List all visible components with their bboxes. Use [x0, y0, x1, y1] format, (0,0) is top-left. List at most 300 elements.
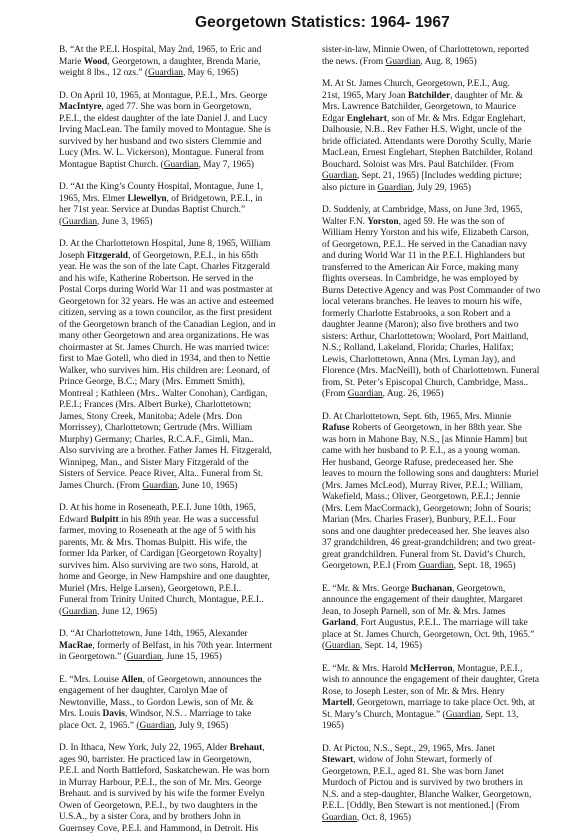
surname: Rafuse — [322, 423, 350, 433]
line-text: weight 8 lbs., 12 ozs.” ( — [59, 68, 148, 78]
line-text: great grandchildren. Funeral from St. David’s Church, — [322, 550, 525, 560]
entry-line — [59, 469, 299, 481]
entry-line — [59, 549, 299, 561]
line-text: , Georgetown, a daughter, Brenda Marie, — [107, 57, 260, 67]
line-text: P.E.I.. [Oddly, Ben Stewart is not mentioned.] (From — [322, 801, 520, 811]
surname: Batchilder — [408, 91, 450, 101]
entry-line — [322, 641, 562, 653]
entry-line — [322, 125, 562, 137]
entry-line — [59, 400, 299, 412]
line-text: Lucy (Mrs. W. L. Vickerson), Montague. Funeral from — [59, 148, 264, 158]
line-text: , — [262, 743, 264, 753]
line-text: Georgetown, P.E.I., aged 81. She was born Janet — [322, 767, 504, 777]
line-text: survived by her husband and two sisters Clemmie and — [59, 137, 262, 147]
line-text: farmer, moving to Roseneath at the age of 5 with his — [59, 526, 256, 536]
entry-line — [322, 607, 562, 619]
surname: Englehart — [347, 114, 387, 124]
line-text: E. “Mrs. Louise — [59, 675, 121, 685]
entry-line — [59, 274, 299, 286]
line-text: James Church. (From — [59, 481, 142, 491]
line-text: Guernsey Cove, P.E.I. and Hammond, in Detroit. His — [59, 824, 258, 834]
entry-line — [59, 652, 299, 664]
entry-line — [59, 515, 299, 527]
entry — [322, 664, 562, 733]
line-text: , of Bridgetown, P.E.I., in — [167, 194, 263, 204]
source-name: Guardian — [446, 710, 481, 720]
entry-line — [322, 217, 562, 229]
line-text: 1965) — [322, 721, 344, 731]
line-text: Mrs. Lawrence Batchilder, Georgetown, to Maurice — [322, 102, 516, 112]
surname: Buchanan — [411, 584, 452, 594]
entry-line — [59, 595, 299, 607]
entry-line — [59, 137, 299, 149]
line-text: Florence (Mrs. MacNeill), both of Charlottetown. Funeral — [322, 366, 539, 376]
line-text: flights overseas. In Cambridge, he was employed by — [322, 274, 519, 284]
line-text: place Oct. 2, 1965.” ( — [59, 721, 139, 731]
entry-line — [322, 228, 562, 240]
entry-line — [322, 297, 562, 309]
entry-line — [59, 458, 299, 470]
entry-line — [322, 114, 562, 126]
line-text: sisters: Arthur, Charlottetown; Woolard, Port Maitland, — [322, 332, 529, 342]
entry-line — [322, 171, 562, 183]
surname: Bulpitt — [91, 515, 119, 525]
left-column — [59, 45, 299, 835]
entry — [322, 412, 562, 573]
surname: McHerron — [410, 664, 453, 674]
entry-line — [59, 343, 299, 355]
line-text: D. “At the King’s County Hospital, Montague, June 1, — [59, 182, 263, 192]
line-text: ( — [322, 641, 325, 651]
surname: Yorston — [367, 217, 398, 227]
entry-line — [59, 435, 299, 447]
entry — [322, 45, 562, 68]
line-text: choirmaster at St. James Church. He was married twice: — [59, 343, 269, 353]
line-text: Rose, to Joseph Lester, son of Mr. & Mrs. Henry — [322, 687, 505, 697]
entry-line — [322, 778, 562, 790]
source-name: Guardian — [62, 607, 97, 617]
entry-line — [322, 721, 562, 733]
entry-line — [322, 240, 562, 252]
line-text: D. At his home in Roseneath, P.E.I. June 10th, 1965, — [59, 503, 256, 513]
line-text: Irving MacLean. The family moved to Montague. She is — [59, 125, 271, 135]
line-text: , July 29, 1965) — [412, 183, 471, 193]
entry-line — [322, 148, 562, 160]
source-name: Guardian — [322, 171, 357, 181]
source-name: Guardian — [148, 68, 183, 78]
entry-line — [322, 630, 562, 642]
line-text: first to Mae Gotell, who died in 1934, and then to Nettie — [59, 354, 270, 364]
line-text: Edgar — [322, 114, 347, 124]
entry-line — [322, 343, 562, 355]
entry-line — [322, 515, 562, 527]
entry — [322, 205, 562, 401]
line-text: , Sept. 18, 1965) — [454, 561, 516, 571]
surname: MacIntyre — [59, 102, 102, 112]
entry-line — [322, 595, 562, 607]
entry-line — [59, 766, 299, 778]
line-text: citizen, serving as a town councilor, as the first president — [59, 308, 272, 318]
line-text: , June 3, 1965) — [97, 217, 152, 227]
source-name: Guardian — [377, 183, 412, 193]
entry — [59, 743, 299, 835]
line-text: parents, Mr. & Mrs. Thomas Bulpitt. His wife, the — [59, 538, 247, 548]
entry-line — [59, 68, 299, 80]
entry-line — [59, 308, 299, 320]
line-text: bride officiated. Attendants were Dorothy Scully, Marie — [322, 137, 531, 147]
entry-line — [322, 412, 562, 424]
entry-line — [59, 584, 299, 596]
line-text: Her husband, George Rafuse, predeceased her. She — [322, 458, 513, 468]
entry-line — [59, 607, 299, 619]
source-name: Guardian — [127, 652, 162, 662]
line-text: B. “At the P.E.I. Hospital, May 2nd, 1965, to Eric and — [59, 45, 261, 55]
line-text: Georgetown for 32 years. He was an active and esteemed — [59, 297, 274, 307]
entry — [59, 45, 299, 80]
line-text: D. Suddenly, at Cambridge, Mass, on June 3rd, 1965, — [322, 205, 522, 215]
entry-line — [59, 354, 299, 366]
entry-line — [59, 641, 299, 653]
entry-line — [59, 778, 299, 790]
entry-line — [59, 709, 299, 721]
line-text: James, Stony Creek, Manitoba; Adele (Mrs. Don — [59, 412, 242, 422]
source-name: Guardian — [386, 57, 421, 67]
entry-line — [322, 251, 562, 263]
line-text: Murdoch of Pictou and is survived by two brothers in — [322, 778, 523, 788]
page-title: Georgetown Statistics: 1964- 1967 — [195, 14, 495, 32]
surname: Fitzgerald — [87, 251, 128, 261]
entry-line — [59, 389, 299, 401]
line-text: , son of Mr. & Mrs. Edgar Englehart, — [387, 114, 526, 124]
source-name: Guardian — [322, 813, 357, 823]
line-text: many other Georgetown and area organizations. He was — [59, 331, 269, 341]
line-text: of the Georgetown branch of the Canadian Legion, and in — [59, 320, 275, 330]
surname: Stewart — [322, 755, 353, 765]
entry-line — [59, 743, 299, 755]
entry-line — [322, 45, 562, 57]
entry — [59, 182, 299, 228]
entry-line — [59, 182, 299, 194]
entry-line — [322, 263, 562, 275]
line-text: , Georgetown, — [452, 584, 505, 594]
entry-line — [59, 331, 299, 343]
entry-line — [59, 446, 299, 458]
source-name: Guardian — [164, 160, 199, 170]
line-text: Walter F.N. — [322, 217, 367, 227]
entry-line — [59, 801, 299, 813]
surname: Brehaut — [230, 743, 263, 753]
line-text: N.S. and a step-daughter, Blanche Walker, Georgetown, — [322, 790, 531, 800]
line-text: in Murray Harbour, P.E.I., the son of Mr. Mrs. George — [59, 778, 262, 788]
entry-line — [322, 458, 562, 470]
line-text: place at St. James Church, Georgetown, Oct. 9th, 1965.” — [322, 630, 534, 640]
entry-line — [322, 675, 562, 687]
line-text: Burns Detective Agency and was Post Commander of two — [322, 286, 540, 296]
line-text: Walker, who survives him. His children are: Leonard, of — [59, 366, 270, 376]
entry-line — [322, 584, 562, 596]
line-text: Mrs. Louis — [59, 709, 103, 719]
line-text: Also surviving are a brother. Father James H. Fitzgerald, — [59, 446, 272, 456]
line-text: , June 15, 1965) — [162, 652, 222, 662]
line-text: Murphy) Germany; Charles, R.C.A.F., Gimli, Man.. — [59, 435, 254, 445]
line-text: Georgetown, P.E.I (From — [322, 561, 419, 571]
line-text: Roberts of Georgetown, in her 88th year. She — [350, 423, 522, 433]
surname: MacRae — [59, 641, 92, 651]
line-text: home and George, in New Hampshire and one daughter, — [59, 572, 270, 582]
entry-line — [59, 538, 299, 550]
line-text: Marian (Mrs. Charles Fraser), Bunbury, P.E.I.. Four — [322, 515, 516, 525]
entry-line — [322, 767, 562, 779]
entry-line — [59, 561, 299, 573]
entry-line — [59, 721, 299, 733]
line-text: Lewis, Charlottetown, Anna (Mrs. Lyman Jay), and — [322, 355, 515, 365]
line-text: Wakefield, Mass.; Oliver, Georgetown, P.E.I.; Jennie — [322, 492, 520, 502]
line-text: , Windsor, N.S. . Marriage to take — [125, 709, 251, 719]
entry — [322, 584, 562, 653]
line-text: M. At St. James Church, Georgetown, P.E.I., Aug. — [322, 79, 510, 89]
line-text: came with her husband to P. E.I., as a young woman. — [322, 446, 520, 456]
line-text: ( — [59, 607, 62, 617]
line-text: , formerly of Belfast, in his 70th year. Interment — [92, 641, 272, 651]
entry-line — [59, 686, 299, 698]
source-name: Guardian — [325, 641, 360, 651]
entry — [322, 79, 562, 194]
entry-line — [322, 378, 562, 390]
line-text: of Georgetown, P.E.I.. He served in the Canadian navy — [322, 240, 527, 250]
line-text: Owen of Georgetown, P.E.I., by two daughters in the — [59, 801, 258, 811]
line-text: in Georgetown.” ( — [59, 652, 127, 662]
line-text: Brehaut. and is survived by his wife the former Evelyn — [59, 789, 265, 799]
entry-line — [59, 366, 299, 378]
line-text: D. In Ithaca, New York, July 22, 1965, Alder — [59, 743, 230, 753]
entry-line — [59, 205, 299, 217]
entry-line — [322, 366, 562, 378]
line-text: from, St. Peter’s Episcopal Church, Cambridge, Mass.. — [322, 378, 528, 388]
line-text: Newtonville, Mass., to Gordon Lewis, son of Mr. & — [59, 698, 254, 708]
line-text: Montague Baptist Church. ( — [59, 160, 164, 170]
line-text: Bouchard. Soloist was Mrs. Paul Batchilder. (From — [322, 160, 514, 170]
line-text: formerly Charlotte Estabrooks, a son Robert and a — [322, 309, 511, 319]
line-text: E. “Mr. & Mrs. Harold — [322, 664, 410, 674]
line-text: MacLean, Ernest Englehart, Stephen Batchilder, Roland — [322, 148, 533, 158]
line-text: ages 90, barrister. He practiced law in Georgetown, — [59, 755, 251, 765]
line-text: former Ida Parker, of Cardigan [Georgetown Royalty] — [59, 549, 261, 559]
line-text: her 71st year. Service at Dundas Baptist Church.” — [59, 205, 245, 215]
entry-line — [322, 527, 562, 539]
line-text: engagement of her daughter, Carolyn Mae of — [59, 686, 228, 696]
line-text: and during World War 11 in the P.E.I. Highlanders but — [322, 251, 525, 261]
entry-line — [59, 824, 299, 835]
line-text: , Aug. 8, 1965) — [420, 57, 476, 67]
entry-line — [322, 744, 562, 756]
line-text: , Aug. 26, 1965) — [383, 389, 444, 399]
entry-line — [59, 45, 299, 57]
line-text: Prince George, B.C.; Mary (Mrs. Emmett Smith), — [59, 377, 245, 387]
entry-line — [322, 102, 562, 114]
entry-line — [322, 423, 562, 435]
entry-line — [322, 687, 562, 699]
entry-line — [59, 526, 299, 538]
line-text: D. At the Charlottetown Hospital, June 8, 1965, William — [59, 239, 270, 249]
line-text: N.S.; Rolland, Lakeland, Florida; Charles, Halifax; — [322, 343, 514, 353]
entry-line — [59, 57, 299, 69]
entry-line — [322, 538, 562, 550]
entry — [322, 744, 562, 825]
entry-line — [59, 251, 299, 263]
line-text: , Georgetown, marriage to take place Oct. 9th, at — [352, 698, 535, 708]
line-text: St. Mary’s Church, Montague.” ( — [322, 710, 446, 720]
entry-line — [322, 664, 562, 676]
entry — [59, 503, 299, 618]
line-text: announce the engagement of their daughter, Margaret — [322, 595, 523, 605]
entry-line — [59, 423, 299, 435]
line-text: and his wife, Katherine Robertson. He served in the — [59, 274, 253, 284]
entry-line — [59, 262, 299, 274]
entry-line — [322, 205, 562, 217]
entry — [59, 675, 299, 733]
entry-line — [59, 91, 299, 103]
line-text: U.S.A., by a sister Cora, and by brothers John in — [59, 812, 241, 822]
entry-line — [322, 813, 562, 825]
entry-line — [59, 320, 299, 332]
line-text: D. At Pictou, N.S., Sept., 29, 1965, Mrs. Janet — [322, 744, 495, 754]
entry-line — [322, 618, 562, 630]
line-text: in his 89th year. He was a successful — [119, 515, 259, 525]
line-text: Postal Corps during World War 11 and was postmaster at — [59, 285, 273, 295]
line-text: ( — [59, 217, 62, 227]
source-name: Guardian — [419, 561, 454, 571]
line-text: (From — [322, 389, 348, 399]
entry-line — [322, 550, 562, 562]
entry-line — [59, 481, 299, 493]
entry-line — [59, 239, 299, 251]
entry-line — [59, 412, 299, 424]
line-text: , May 6, 1965) — [183, 68, 238, 78]
line-text: , Sept. 14, 1965) — [360, 641, 422, 651]
entry-line — [322, 389, 562, 401]
line-text: Edward — [59, 515, 91, 525]
entry-line — [322, 469, 562, 481]
entry-line — [322, 504, 562, 516]
line-text: D. At Charlottetown, Sept. 6th, 1965, Mrs. Minnie — [322, 412, 511, 422]
entry-line — [59, 503, 299, 515]
entry-line — [59, 812, 299, 824]
line-text: local veterans branches. He leaves to mourn his wife, — [322, 297, 522, 307]
entry-line — [59, 377, 299, 389]
line-text: , aged 59. He was the son of — [399, 217, 505, 227]
entry-line — [59, 297, 299, 309]
line-text: Sisters of Service. Peace River, Alta.. Funeral from St. — [59, 469, 263, 479]
line-text: sons and one daughter predeceased her. She leaves also — [322, 527, 529, 537]
line-text: also picture in — [322, 183, 377, 193]
line-text: wish to announce the engagement of their daughter, Greta — [322, 675, 539, 685]
line-text: P.E.I.; Frances (Mrs. Albert Burke), Charlottetown; — [59, 400, 251, 410]
line-text: D. On April 10, 1965, at Montague, P.E.I., Mrs. George — [59, 91, 267, 101]
surname: Davis — [103, 709, 125, 719]
line-text: 37 grandchildren, 46 great-grandchildren; and two great- — [322, 538, 535, 548]
line-text: , Fort Augustus, P.E.I.. The marriage will take — [356, 618, 528, 628]
line-text: , of Georgetown, P.E.I., in his 65th — [128, 251, 258, 261]
entry — [59, 239, 299, 492]
entry-line — [59, 629, 299, 641]
entry-line — [59, 675, 299, 687]
surname: Allen — [121, 675, 142, 685]
source-name: Guardian — [62, 217, 97, 227]
line-text: Winnipeg, Man., and Sister Mary Fitzgerald of the — [59, 458, 249, 468]
entry-line — [59, 114, 299, 126]
line-text: , Oct. 8, 1965) — [357, 813, 411, 823]
line-text: , May 7, 1965) — [199, 160, 254, 170]
entry-line — [322, 492, 562, 504]
entry-line — [59, 572, 299, 584]
entry-line — [322, 79, 562, 91]
line-text: P.E.I. and North Battleford, Saskatchewan. He was born — [59, 766, 269, 776]
entry-line — [59, 148, 299, 160]
line-text: , Sept. 13, — [481, 710, 519, 720]
line-text: daughter Jeanne (Maron); also five brothers and two — [322, 320, 519, 330]
entry-line — [59, 194, 299, 206]
source-name: Guardian — [348, 389, 383, 399]
line-text: (Mrs. James McLeod), Murray River, P.E.I.; William, — [322, 481, 523, 491]
entry-line — [322, 309, 562, 321]
line-text: , June 10, 1965) — [177, 481, 237, 491]
source-name: Guardian — [139, 721, 174, 731]
entry-line — [59, 217, 299, 229]
line-text: , July 9, 1965) — [174, 721, 228, 731]
line-text: Marie — [59, 57, 84, 67]
entry-line — [322, 698, 562, 710]
entry-line — [322, 446, 562, 458]
entry-line — [322, 320, 562, 332]
surname: Garland — [322, 618, 356, 628]
entry-line — [322, 561, 562, 573]
entry — [59, 91, 299, 172]
line-text: , Sept. 21, 1965) [Includes wedding picture; — [357, 171, 522, 181]
line-text: D. “At Charlottetown, June 14th, 1965, Alexander — [59, 629, 248, 639]
line-text: 1965, Mrs. Elmer — [59, 194, 127, 204]
line-text: Funeral from Trinity United Church, Montague, P.E.I.. — [59, 595, 264, 605]
line-text: William Henry Yorston and his wife, Elizabeth Carson, — [322, 228, 529, 238]
line-text: the news. (From — [322, 57, 386, 67]
line-text: Morrissey), Charlottetown; Gertrude (Mrs. William — [59, 423, 252, 433]
entry-line — [322, 274, 562, 286]
line-text: Dalhousie, N.B.. Rev Father H.S. Wight, uncle of the — [322, 125, 522, 135]
surname: Llewellyn — [127, 194, 166, 204]
entry — [59, 629, 299, 664]
line-text: , aged 77. She was born in Georgetown, — [102, 102, 252, 112]
entry-line — [322, 91, 562, 103]
line-text: , daughter of Mr. & — [450, 91, 523, 101]
source-name: Guardian — [142, 481, 177, 491]
line-text: survives him. Also surviving are two sons, Harold, at — [59, 561, 258, 571]
entry-line — [322, 481, 562, 493]
entry-line — [322, 286, 562, 298]
entry-line — [59, 789, 299, 801]
surname: Wood — [84, 57, 107, 67]
entry-line — [322, 790, 562, 802]
entry-line — [59, 160, 299, 172]
line-text: was born in Mahone Bay, N.S., [as Minnie Hamm] but — [322, 435, 527, 445]
entry-line — [322, 160, 562, 172]
line-text: Joseph — [59, 251, 87, 261]
entry-line — [322, 801, 562, 813]
line-text: Jean, to Joseph Parnell, son of Mr. & Mrs. James — [322, 607, 506, 617]
line-text: Montreal ; Kathleen (Mrs.. Walter Conohan), Cardigan, — [59, 389, 267, 399]
line-text: sister-in-law, Minnie Owen, of Charlottetown, reported — [322, 45, 529, 55]
line-text: 21st, 1965, Mary Joan — [322, 91, 408, 101]
entry-line — [59, 698, 299, 710]
entry-line — [322, 355, 562, 367]
